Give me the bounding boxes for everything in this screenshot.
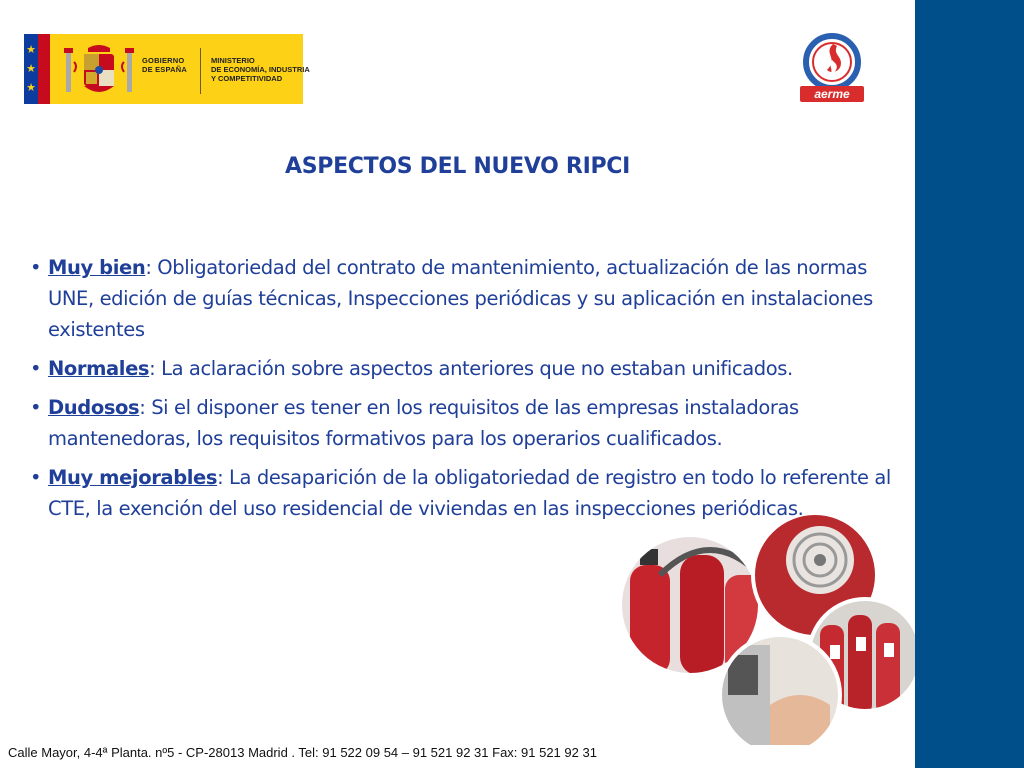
bullet-key: Muy mejorables (48, 466, 218, 489)
list-item (30, 392, 910, 454)
footer-address: Calle Mayor, 4-4ª Planta. nº5 - CP-28013 Madrid . Tel: 91 522 09 54 – 91 521 92 31 Fax: 91 521 92 31 (8, 745, 597, 760)
bullet-icon: • (30, 256, 42, 279)
aerme-logo (797, 30, 869, 106)
ministry-line-3: Y COMPETITIVIDAD (211, 74, 283, 83)
bullet-icon: • (30, 357, 42, 380)
aspects-list (30, 252, 910, 532)
star-icon: ★ (26, 63, 36, 75)
bullet-key: Normales (48, 357, 150, 380)
ministry-name (211, 56, 321, 83)
government-logo (24, 34, 310, 104)
list-item (30, 462, 910, 524)
bullet-key: Dudosos (48, 396, 140, 419)
red-strip (38, 34, 50, 104)
bullet-text: : La aclaración sobre aspectos anteriores que no estaban unificados. (149, 357, 793, 380)
slide-title: ASPECTOS DEL NUEVO RIPCI (284, 154, 631, 179)
aerme-label: aerme (800, 86, 864, 102)
bullet-text: : Si el disponer es tener en los requisitos de las empresas instaladoras mantenedoras, los requisitos formativos para los operarios cualificados. (48, 396, 799, 450)
list-item (30, 252, 910, 345)
fire-equipment-collage (600, 505, 915, 745)
gov-line-1: GOBIERNO (142, 56, 185, 65)
flame-icon (797, 30, 869, 90)
ministry-line-2: DE ECONOMÍA, INDUSTRIA (211, 65, 310, 74)
bullet-key: Muy bien (48, 256, 146, 279)
star-icon: ★ (26, 44, 36, 56)
bullet-text: : La desaparición de la obligatoriedad de registro en todo lo referente al CTE, la exención del uso residencial de viviendas en las inspecciones periódicas. (48, 466, 891, 520)
side-band (915, 0, 1024, 768)
government-name (142, 56, 197, 74)
gov-line-2: DE ESPAÑA (142, 65, 188, 74)
list-item (30, 353, 910, 384)
coat-of-arms-icon (62, 42, 136, 98)
logo-divider (200, 48, 201, 94)
star-icon: ★ (26, 82, 36, 94)
ministry-line-1: MINISTERIO (211, 56, 255, 65)
eu-flag-strip (24, 34, 38, 104)
bullet-icon: • (30, 466, 42, 489)
bullet-text: : Obligatoriedad del contrato de mantenimiento, actualización de las normas UNE, edición de guías técnicas, Inspecciones periódicas y su aplicación en instalaciones existentes (48, 256, 873, 341)
bullet-icon: • (30, 396, 42, 419)
